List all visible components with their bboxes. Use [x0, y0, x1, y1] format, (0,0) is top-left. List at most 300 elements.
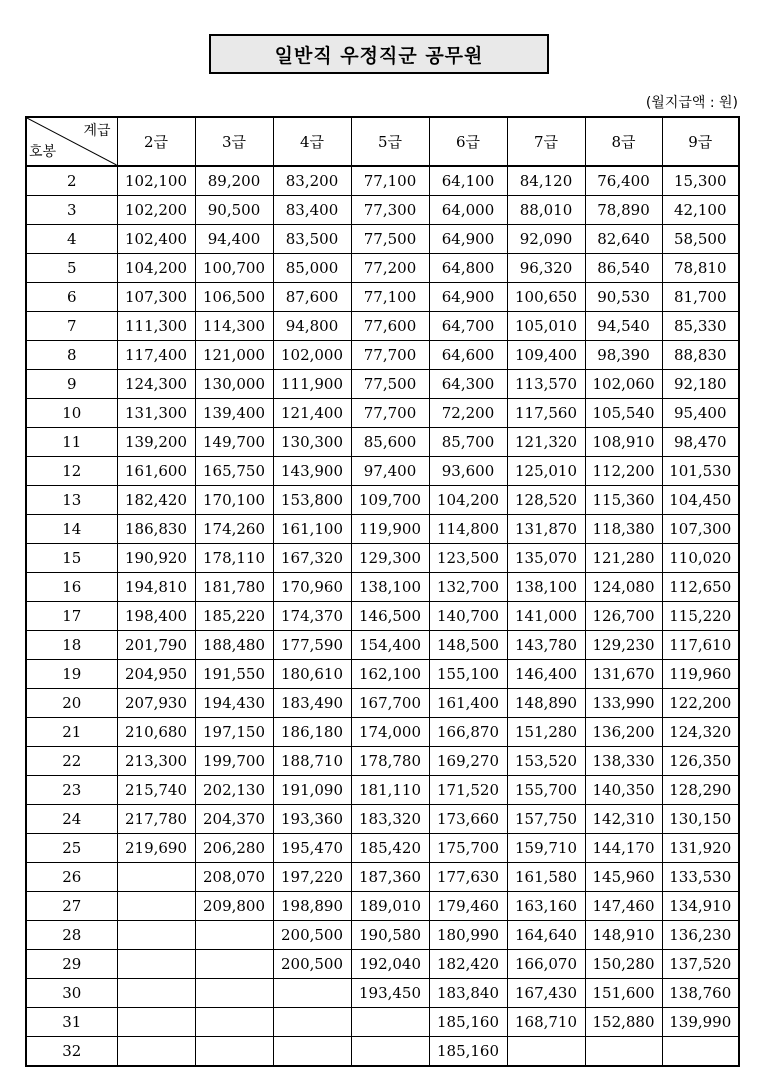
- salary-cell: 117,560: [507, 399, 585, 428]
- step-cell: 23: [26, 776, 117, 805]
- salary-cell: 64,100: [429, 166, 507, 196]
- salary-cell: 169,270: [429, 747, 507, 776]
- salary-cell: 140,350: [585, 776, 662, 805]
- salary-cell: 138,760: [662, 979, 739, 1008]
- table-row: [26, 341, 739, 370]
- salary-cell: 114,300: [195, 312, 273, 341]
- salary-cell: 102,100: [117, 166, 195, 196]
- salary-cell: 77,300: [351, 196, 429, 225]
- salary-cell: 185,160: [429, 1008, 507, 1037]
- salary-cell: 88,830: [662, 341, 739, 370]
- salary-cell: 110,020: [662, 544, 739, 573]
- table-row: [26, 515, 739, 544]
- salary-cell: 195,470: [273, 834, 351, 863]
- salary-cell: 194,810: [117, 573, 195, 602]
- salary-cell: 144,170: [585, 834, 662, 863]
- salary-cell: 208,070: [195, 863, 273, 892]
- salary-cell: 96,320: [507, 254, 585, 283]
- table-row: [26, 805, 739, 834]
- step-cell: 12: [26, 457, 117, 486]
- salary-cell: 194,430: [195, 689, 273, 718]
- salary-cell: 178,780: [351, 747, 429, 776]
- salary-cell: 164,640: [507, 921, 585, 950]
- salary-cell: 72,200: [429, 399, 507, 428]
- salary-cell: 177,630: [429, 863, 507, 892]
- salary-cell: 102,000: [273, 341, 351, 370]
- salary-cell: 136,230: [662, 921, 739, 950]
- salary-table: [25, 116, 740, 1067]
- salary-cell: 153,520: [507, 747, 585, 776]
- salary-cell: 123,500: [429, 544, 507, 573]
- salary-cell: 188,710: [273, 747, 351, 776]
- salary-cell: 198,890: [273, 892, 351, 921]
- grade-header: 5급: [351, 117, 429, 166]
- salary-cell: 88,010: [507, 196, 585, 225]
- salary-cell: 155,100: [429, 660, 507, 689]
- salary-cell: [662, 1037, 739, 1067]
- step-cell: 15: [26, 544, 117, 573]
- salary-cell: [273, 1008, 351, 1037]
- salary-cell: 130,000: [195, 370, 273, 399]
- salary-cell: [117, 1008, 195, 1037]
- salary-cell: 217,780: [117, 805, 195, 834]
- salary-cell: 199,700: [195, 747, 273, 776]
- salary-cell: 77,100: [351, 166, 429, 196]
- salary-cell: 128,290: [662, 776, 739, 805]
- table-body: [26, 166, 739, 1066]
- salary-cell: 192,040: [351, 950, 429, 979]
- table-row: [26, 196, 739, 225]
- salary-cell: [117, 892, 195, 921]
- salary-cell: 98,470: [662, 428, 739, 457]
- table-row: [26, 1008, 739, 1037]
- salary-cell: 159,710: [507, 834, 585, 863]
- salary-cell: 122,200: [662, 689, 739, 718]
- salary-cell: 146,500: [351, 602, 429, 631]
- salary-cell: 129,230: [585, 631, 662, 660]
- salary-cell: 143,780: [507, 631, 585, 660]
- salary-cell: 98,390: [585, 341, 662, 370]
- salary-cell: 148,910: [585, 921, 662, 950]
- salary-cell: 138,100: [507, 573, 585, 602]
- salary-cell: 167,320: [273, 544, 351, 573]
- salary-cell: 112,650: [662, 573, 739, 602]
- salary-cell: 101,530: [662, 457, 739, 486]
- salary-cell: 213,300: [117, 747, 195, 776]
- salary-cell: 121,000: [195, 341, 273, 370]
- salary-cell: 86,540: [585, 254, 662, 283]
- salary-cell: 104,450: [662, 486, 739, 515]
- salary-cell: 131,670: [585, 660, 662, 689]
- salary-cell: 104,200: [429, 486, 507, 515]
- salary-cell: 163,160: [507, 892, 585, 921]
- salary-cell: 145,960: [585, 863, 662, 892]
- step-cell: 29: [26, 950, 117, 979]
- salary-cell: 183,840: [429, 979, 507, 1008]
- table-row: [26, 370, 739, 399]
- salary-cell: 111,300: [117, 312, 195, 341]
- salary-cell: [273, 1037, 351, 1067]
- step-axis-label: 호봉: [29, 144, 57, 160]
- table-row: [26, 254, 739, 283]
- salary-cell: 185,420: [351, 834, 429, 863]
- salary-cell: 165,750: [195, 457, 273, 486]
- salary-cell: 109,700: [351, 486, 429, 515]
- salary-cell: [117, 921, 195, 950]
- salary-cell: 180,610: [273, 660, 351, 689]
- step-cell: 8: [26, 341, 117, 370]
- table-row: [26, 1037, 739, 1067]
- table-row: [26, 834, 739, 863]
- table-row: [26, 486, 739, 515]
- salary-cell: 64,900: [429, 225, 507, 254]
- salary-cell: 161,580: [507, 863, 585, 892]
- salary-cell: 125,010: [507, 457, 585, 486]
- salary-cell: 131,920: [662, 834, 739, 863]
- salary-cell: 83,200: [273, 166, 351, 196]
- salary-cell: 182,420: [117, 486, 195, 515]
- salary-cell: 139,400: [195, 399, 273, 428]
- salary-cell: [351, 1037, 429, 1067]
- salary-cell: 117,610: [662, 631, 739, 660]
- step-cell: 6: [26, 283, 117, 312]
- header-row: [26, 117, 739, 166]
- salary-cell: 118,380: [585, 515, 662, 544]
- salary-cell: 132,700: [429, 573, 507, 602]
- grade-header: 3급: [195, 117, 273, 166]
- salary-cell: 137,520: [662, 950, 739, 979]
- salary-cell: 139,200: [117, 428, 195, 457]
- salary-cell: 119,900: [351, 515, 429, 544]
- salary-cell: 126,350: [662, 747, 739, 776]
- step-cell: 14: [26, 515, 117, 544]
- step-cell: 5: [26, 254, 117, 283]
- salary-cell: 152,880: [585, 1008, 662, 1037]
- step-cell: 30: [26, 979, 117, 1008]
- salary-cell: 148,500: [429, 631, 507, 660]
- salary-cell: 175,700: [429, 834, 507, 863]
- salary-cell: 187,360: [351, 863, 429, 892]
- table-row: [26, 921, 739, 950]
- salary-cell: 178,110: [195, 544, 273, 573]
- salary-cell: 190,580: [351, 921, 429, 950]
- grade-header: 9급: [662, 117, 739, 166]
- salary-cell: 102,060: [585, 370, 662, 399]
- salary-cell: 161,600: [117, 457, 195, 486]
- salary-cell: 77,600: [351, 312, 429, 341]
- salary-cell: 185,160: [429, 1037, 507, 1067]
- step-cell: 10: [26, 399, 117, 428]
- salary-cell: 42,100: [662, 196, 739, 225]
- salary-cell: 114,800: [429, 515, 507, 544]
- salary-cell: 85,000: [273, 254, 351, 283]
- salary-cell: 201,790: [117, 631, 195, 660]
- salary-cell: 193,450: [351, 979, 429, 1008]
- salary-cell: 90,530: [585, 283, 662, 312]
- salary-cell: 85,700: [429, 428, 507, 457]
- salary-cell: 77,700: [351, 399, 429, 428]
- salary-cell: 181,110: [351, 776, 429, 805]
- step-cell: 26: [26, 863, 117, 892]
- salary-cell: 170,100: [195, 486, 273, 515]
- table-row: [26, 863, 739, 892]
- step-cell: 2: [26, 166, 117, 196]
- step-cell: 4: [26, 225, 117, 254]
- salary-cell: 219,690: [117, 834, 195, 863]
- salary-cell: 154,400: [351, 631, 429, 660]
- salary-cell: 207,930: [117, 689, 195, 718]
- step-cell: 21: [26, 718, 117, 747]
- salary-cell: 191,550: [195, 660, 273, 689]
- salary-cell: 167,430: [507, 979, 585, 1008]
- step-cell: 19: [26, 660, 117, 689]
- salary-cell: 140,700: [429, 602, 507, 631]
- salary-cell: 112,200: [585, 457, 662, 486]
- salary-cell: 124,080: [585, 573, 662, 602]
- salary-cell: 126,700: [585, 602, 662, 631]
- salary-cell: 106,500: [195, 283, 273, 312]
- salary-cell: 130,150: [662, 805, 739, 834]
- step-cell: 3: [26, 196, 117, 225]
- salary-cell: 151,600: [585, 979, 662, 1008]
- salary-cell: 180,990: [429, 921, 507, 950]
- salary-cell: 174,000: [351, 718, 429, 747]
- salary-cell: 179,460: [429, 892, 507, 921]
- salary-cell: 119,960: [662, 660, 739, 689]
- salary-cell: [117, 863, 195, 892]
- step-cell: 7: [26, 312, 117, 341]
- salary-cell: 15,300: [662, 166, 739, 196]
- salary-cell: [195, 979, 273, 1008]
- salary-cell: 128,520: [507, 486, 585, 515]
- table-row: [26, 428, 739, 457]
- salary-cell: 131,300: [117, 399, 195, 428]
- salary-cell: 153,800: [273, 486, 351, 515]
- salary-cell: 171,520: [429, 776, 507, 805]
- salary-cell: 77,100: [351, 283, 429, 312]
- salary-cell: 188,480: [195, 631, 273, 660]
- salary-cell: 193,360: [273, 805, 351, 834]
- salary-cell: 173,660: [429, 805, 507, 834]
- salary-cell: 95,400: [662, 399, 739, 428]
- step-cell: 17: [26, 602, 117, 631]
- salary-cell: 157,750: [507, 805, 585, 834]
- salary-cell: 161,400: [429, 689, 507, 718]
- salary-cell: 162,100: [351, 660, 429, 689]
- salary-cell: 209,800: [195, 892, 273, 921]
- salary-cell: 204,370: [195, 805, 273, 834]
- table-row: [26, 979, 739, 1008]
- salary-cell: 181,780: [195, 573, 273, 602]
- salary-cell: 92,180: [662, 370, 739, 399]
- table-row: [26, 457, 739, 486]
- salary-cell: 77,500: [351, 225, 429, 254]
- salary-cell: 102,400: [117, 225, 195, 254]
- salary-cell: 100,650: [507, 283, 585, 312]
- salary-cell: 78,810: [662, 254, 739, 283]
- table-row: [26, 544, 739, 573]
- step-cell: 27: [26, 892, 117, 921]
- salary-cell: 168,710: [507, 1008, 585, 1037]
- salary-cell: [351, 1008, 429, 1037]
- salary-cell: 113,570: [507, 370, 585, 399]
- salary-cell: 131,870: [507, 515, 585, 544]
- salary-cell: 102,200: [117, 196, 195, 225]
- salary-cell: 87,600: [273, 283, 351, 312]
- table-row: [26, 689, 739, 718]
- salary-cell: 64,800: [429, 254, 507, 283]
- table-row: [26, 399, 739, 428]
- salary-cell: 94,400: [195, 225, 273, 254]
- step-cell: 22: [26, 747, 117, 776]
- salary-cell: 89,200: [195, 166, 273, 196]
- salary-cell: [117, 1037, 195, 1067]
- salary-cell: 64,000: [429, 196, 507, 225]
- salary-cell: 83,400: [273, 196, 351, 225]
- salary-cell: [117, 979, 195, 1008]
- salary-cell: 190,920: [117, 544, 195, 573]
- salary-cell: 183,490: [273, 689, 351, 718]
- salary-cell: 94,540: [585, 312, 662, 341]
- salary-cell: 167,700: [351, 689, 429, 718]
- table-row: [26, 892, 739, 921]
- salary-cell: [273, 979, 351, 1008]
- salary-cell: 124,320: [662, 718, 739, 747]
- salary-cell: 82,640: [585, 225, 662, 254]
- salary-cell: 150,280: [585, 950, 662, 979]
- salary-cell: 64,900: [429, 283, 507, 312]
- salary-cell: 146,400: [507, 660, 585, 689]
- salary-cell: 142,310: [585, 805, 662, 834]
- step-cell: 20: [26, 689, 117, 718]
- unit-note: (월지급액 : 원): [645, 95, 738, 111]
- table-row: [26, 776, 739, 805]
- grade-header: 2급: [117, 117, 195, 166]
- salary-cell: 189,010: [351, 892, 429, 921]
- step-cell: 9: [26, 370, 117, 399]
- salary-cell: 186,180: [273, 718, 351, 747]
- salary-cell: 115,220: [662, 602, 739, 631]
- salary-cell: [195, 1008, 273, 1037]
- salary-cell: 83,500: [273, 225, 351, 254]
- salary-cell: 202,130: [195, 776, 273, 805]
- salary-cell: 138,330: [585, 747, 662, 776]
- salary-cell: 115,360: [585, 486, 662, 515]
- table-row: [26, 747, 739, 776]
- step-cell: 32: [26, 1037, 117, 1067]
- salary-cell: [195, 921, 273, 950]
- salary-cell: [195, 950, 273, 979]
- grade-header: 7급: [507, 117, 585, 166]
- salary-cell: 109,400: [507, 341, 585, 370]
- step-cell: 28: [26, 921, 117, 950]
- salary-cell: 130,300: [273, 428, 351, 457]
- salary-cell: 100,700: [195, 254, 273, 283]
- salary-cell: [117, 950, 195, 979]
- salary-cell: 191,090: [273, 776, 351, 805]
- table-row: [26, 283, 739, 312]
- salary-cell: 177,590: [273, 631, 351, 660]
- salary-cell: 90,500: [195, 196, 273, 225]
- salary-cell: 135,070: [507, 544, 585, 573]
- salary-cell: 104,200: [117, 254, 195, 283]
- salary-cell: 133,530: [662, 863, 739, 892]
- salary-cell: 64,300: [429, 370, 507, 399]
- table-row: [26, 225, 739, 254]
- grade-header: 4급: [273, 117, 351, 166]
- salary-cell: 136,200: [585, 718, 662, 747]
- salary-cell: 117,400: [117, 341, 195, 370]
- corner-header: [26, 117, 117, 166]
- salary-cell: 121,320: [507, 428, 585, 457]
- salary-cell: 107,300: [662, 515, 739, 544]
- salary-cell: 134,910: [662, 892, 739, 921]
- salary-cell: 186,830: [117, 515, 195, 544]
- salary-cell: 198,400: [117, 602, 195, 631]
- salary-cell: [195, 1037, 273, 1067]
- table-row: [26, 573, 739, 602]
- salary-cell: 77,500: [351, 370, 429, 399]
- salary-cell: 166,070: [507, 950, 585, 979]
- salary-cell: 147,460: [585, 892, 662, 921]
- salary-cell: 107,300: [117, 283, 195, 312]
- page-title: 일반직 우정직군 공무원: [209, 34, 549, 74]
- step-cell: 18: [26, 631, 117, 660]
- salary-cell: 148,890: [507, 689, 585, 718]
- salary-cell: 81,700: [662, 283, 739, 312]
- salary-cell: 155,700: [507, 776, 585, 805]
- salary-cell: 94,800: [273, 312, 351, 341]
- salary-cell: 77,700: [351, 341, 429, 370]
- salary-cell: 210,680: [117, 718, 195, 747]
- salary-cell: 58,500: [662, 225, 739, 254]
- salary-cell: 141,000: [507, 602, 585, 631]
- step-cell: 16: [26, 573, 117, 602]
- grade-header: 8급: [585, 117, 662, 166]
- salary-cell: 166,870: [429, 718, 507, 747]
- table-row: [26, 660, 739, 689]
- salary-cell: 93,600: [429, 457, 507, 486]
- table-row: [26, 631, 739, 660]
- salary-cell: 174,370: [273, 602, 351, 631]
- salary-cell: 215,740: [117, 776, 195, 805]
- table-row: [26, 602, 739, 631]
- salary-cell: 143,900: [273, 457, 351, 486]
- table-row: [26, 312, 739, 341]
- salary-cell: 77,200: [351, 254, 429, 283]
- salary-cell: 121,400: [273, 399, 351, 428]
- salary-cell: 151,280: [507, 718, 585, 747]
- salary-cell: 108,910: [585, 428, 662, 457]
- salary-cell: 76,400: [585, 166, 662, 196]
- table-row: [26, 718, 739, 747]
- salary-cell: 200,500: [273, 921, 351, 950]
- step-cell: 13: [26, 486, 117, 515]
- salary-cell: 182,420: [429, 950, 507, 979]
- salary-cell: 200,500: [273, 950, 351, 979]
- salary-cell: 139,990: [662, 1008, 739, 1037]
- salary-cell: 124,300: [117, 370, 195, 399]
- salary-cell: 149,700: [195, 428, 273, 457]
- salary-cell: 204,950: [117, 660, 195, 689]
- step-cell: 24: [26, 805, 117, 834]
- salary-cell: 92,090: [507, 225, 585, 254]
- grade-axis-label: 계급: [83, 123, 111, 139]
- salary-cell: 183,320: [351, 805, 429, 834]
- salary-cell: 78,890: [585, 196, 662, 225]
- salary-cell: 97,400: [351, 457, 429, 486]
- salary-cell: 129,300: [351, 544, 429, 573]
